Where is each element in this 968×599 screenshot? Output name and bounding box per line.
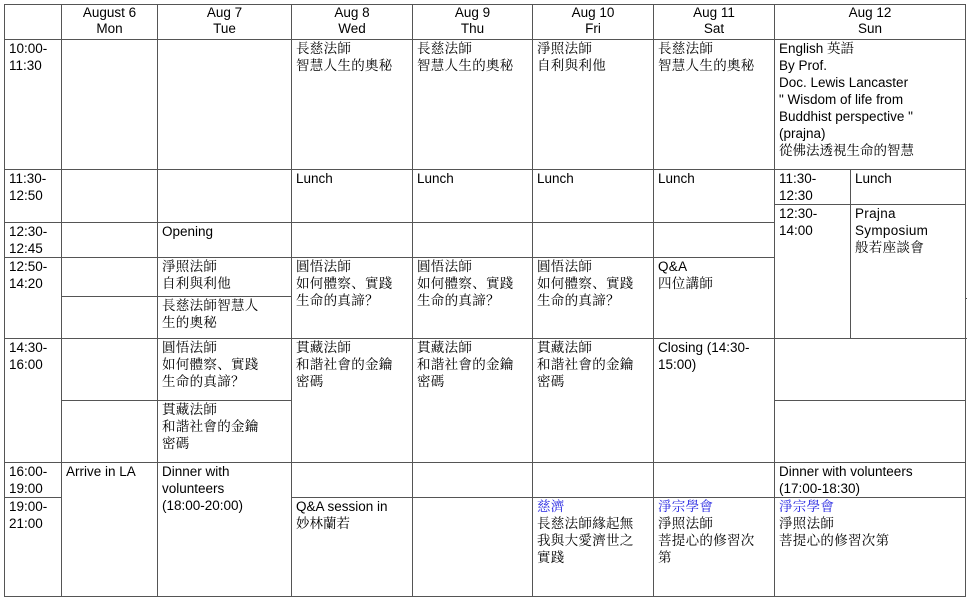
fri-lunch-cell: Lunch (533, 170, 654, 223)
wed-midday-cell: 圓悟法師 如何體察、實踐 生命的真諦？ (292, 258, 413, 339)
thu-lunch-cell: Lunch (413, 170, 533, 223)
sat-qa-cell: Q&A 四位講師 (654, 258, 775, 339)
sun-lunch-time-cell: 11:30- 12:30 (775, 170, 851, 205)
thu-dinner-cell (413, 463, 533, 498)
mon-lunch-cell (62, 170, 158, 223)
corner-cell (5, 5, 62, 40)
sun-symposium-cell: Prajna Symposium 般若座談會 (851, 205, 966, 339)
time-cell: 19:00- 21:00 (5, 498, 62, 597)
schedule-table (4, 4, 966, 597)
time-cell: 16:00- 19:00 (5, 463, 62, 498)
wed-evening-cell: Q&A session in 妙林蘭若 (292, 498, 413, 597)
mon-afternoon-cell (62, 339, 158, 401)
tue-session2-cell: 長慈法師智慧人 生的奧秘 (158, 297, 292, 339)
time-cell: 10:00- 11:30 (5, 40, 62, 170)
sun-dinner-cell: Dinner with volunteers (17:00-18:30) (775, 463, 966, 498)
day-header-fri: Aug 10 Fri (533, 5, 654, 40)
sun-evening-cell: 淨宗學會 淨照法師 菩提心的修習次第 (775, 498, 966, 597)
header-row (5, 5, 966, 40)
sat-evening-org: 淨宗學會 (658, 499, 714, 514)
sat-closing-cell: Closing (14:30- 15:00) (654, 339, 775, 463)
sun-afternoon-cell (775, 339, 966, 401)
row-1000 (5, 40, 966, 170)
time-cell: 14:30- 16:00 (5, 339, 62, 463)
thu-opening-cell (413, 223, 533, 258)
sat-lunch-cell: Lunch (654, 170, 775, 223)
sat-morning-cell: 長慈法師 智慧人生的奧秘 (654, 40, 775, 170)
sun-lunch-cell: Lunch (851, 170, 966, 205)
sat-opening-cell (654, 223, 775, 258)
day-header-sun: Aug 12 Sun (775, 5, 966, 40)
sun-morning-cell: English 英語 By Prof. Doc. Lewis Lancaster " Wisdom of life from Buddhist perspective " (prajna) 從佛法透視生命的智慧 (775, 40, 966, 170)
fri-morning-cell: 淨照法師 自利與利他 (533, 40, 654, 170)
tue-session3-cell: 圓悟法師 如何體察、實踐 生命的真諦？ (158, 339, 292, 401)
mon-midday-cell (62, 258, 158, 297)
wed-morning-cell: 長慈法師 智慧人生的奧秘 (292, 40, 413, 170)
tue-opening-cell: Opening (158, 223, 292, 258)
tue-lunch-cell (158, 170, 292, 223)
sun-afternoon-cell-2 (775, 401, 966, 463)
fri-evening-org: 慈濟 (537, 499, 565, 514)
wed-afternoon-cell: 貫藏法師 和諧社會的金鑰 密碼 (292, 339, 413, 463)
row-1430a (5, 339, 966, 401)
time-cell: 12:30- 12:45 (5, 223, 62, 258)
day-header-mon: August 6 Mon (62, 5, 158, 40)
day-header-thu: Aug 9 Thu (413, 5, 533, 40)
thu-afternoon-cell: 貫藏法師 和諧社會的金鑰 密碼 (413, 339, 533, 463)
mon-morning-cell (62, 40, 158, 170)
wed-lunch-cell: Lunch (292, 170, 413, 223)
mon-arrive-cell: Arrive in LA (62, 463, 158, 597)
mon-midday-cell-2 (62, 297, 158, 339)
fri-midday-cell: 圓悟法師 如何體察、實踐 生命的真諦？ (533, 258, 654, 339)
time-cell: 11:30- 12:50 (5, 170, 62, 223)
tue-session4-cell: 貫藏法師 和諧社會的金鑰 密碼 (158, 401, 292, 463)
row-1600 (5, 463, 966, 498)
fri-afternoon-cell: 貫藏法師 和諧社會的金鑰 密碼 (533, 339, 654, 463)
sun-symposium-time-cell: 12:30- 14:00 (775, 205, 851, 339)
wed-dinner-cell (292, 463, 413, 498)
thu-midday-cell: 圓悟法師 如何體察、實踐 生命的真諦？ (413, 258, 533, 339)
thu-evening-cell (413, 498, 533, 597)
mon-afternoon-cell-2 (62, 401, 158, 463)
mon-opening-cell (62, 223, 158, 258)
day-header-tue: Aug 7 Tue (158, 5, 292, 40)
tue-session1-cell: 淨照法師 自利與利他 (158, 258, 292, 297)
row-1130a (5, 170, 966, 205)
sat-evening-cell: 淨宗學會 淨照法師 菩提心的修習次 第 (654, 498, 775, 597)
thu-morning-cell: 長慈法師 智慧人生的奧秘 (413, 40, 533, 170)
fri-evening-cell: 慈濟 長慈法師緣起無 我與大愛濟世之 實踐 (533, 498, 654, 597)
wed-opening-cell (292, 223, 413, 258)
time-cell: 12:50- 14:20 (5, 258, 62, 339)
tue-morning-cell (158, 40, 292, 170)
fri-opening-cell (533, 223, 654, 258)
sat-dinner-cell (654, 463, 775, 498)
fri-dinner-cell (533, 463, 654, 498)
day-header-sat: Aug 11 Sat (654, 5, 775, 40)
sun-evening-org: 淨宗學會 (779, 499, 835, 514)
day-header-wed: Aug 8 Wed (292, 5, 413, 40)
tue-dinner-cell: Dinner with volunteers (18:00-20:00) (158, 463, 292, 597)
